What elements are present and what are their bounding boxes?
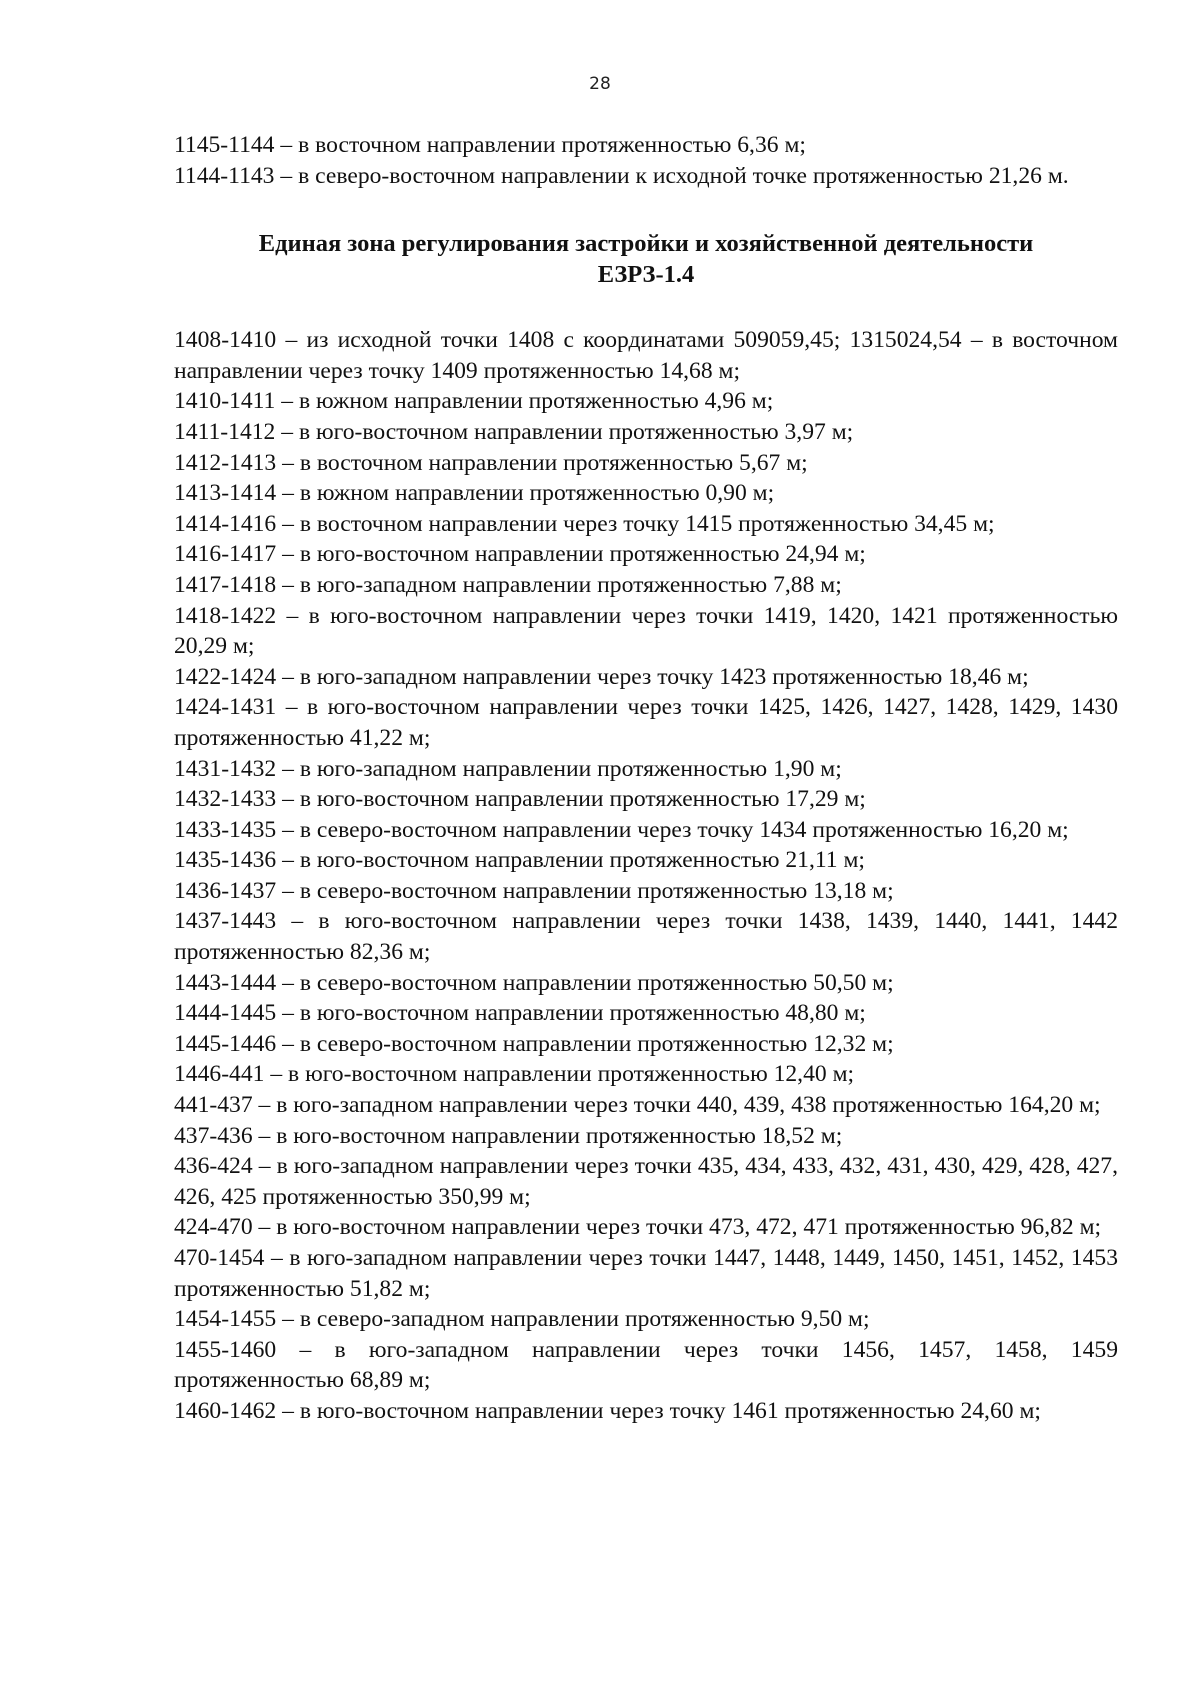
boundary-segment: 1446-441 – в юго-восточном направлении протяженностью 12,40 м; [174, 1061, 855, 1088]
zone-code: ЕЗРЗ-1.4 [597, 261, 695, 289]
boundary-segment: 1432-1433 – в юго-восточном направлении протяженностью 17,29 м; [174, 786, 866, 813]
boundary-segment: 1443-1444 – в северо-восточном направлении протяженностью 50,50 м; [174, 969, 894, 996]
boundary-segment: 1437-1443 – в юго-восточном направлении через точки 1438, 1439, 1440, 1441, 1442 протяженностью 82,36 м; [174, 908, 1118, 966]
page-number: 28 [589, 74, 611, 94]
zone-title: Единая зона регулирования застройки и хозяйственной деятельности [258, 230, 1034, 258]
boundary-segment: 1444-1445 – в юго-восточном направлении протяженностью 48,80 м; [174, 1000, 866, 1027]
boundary-segment: 436-424 – в юго-западном направлении через точки 435, 434, 433, 432, 431, 430, 429, 428, 427, 426, 425 протяженностью 350,99 м; [174, 1153, 1118, 1210]
boundary-segment: 1445-1446 – в северо-восточном направлении протяженностью 12,32 м; [174, 1030, 894, 1057]
boundary-segment: 1144-1143 – в северо-восточном направлении к исходной точке протяженностью 21,26 м. [174, 162, 1069, 189]
boundary-segment: 1414-1416 – в восточном направлении через точку 1415 протяженностью 34,45 м; [174, 510, 995, 537]
boundary-segment: 1422-1424 – в юго-западном направлении через точку 1423 протяженностью 18,46 м; [174, 663, 1029, 690]
boundary-segment-list [174, 325, 1118, 1426]
boundary-segment: 1460-1462 – в юго-восточном направлении через точку 1461 протяженностью 24,60 м; [174, 1397, 1041, 1424]
intro-section [174, 130, 1118, 191]
boundary-segment: 1416-1417 – в юго-восточном направлении протяженностью 24,94 м; [174, 541, 866, 568]
zone-heading [174, 228, 1118, 290]
boundary-segment: 1435-1436 – в юго-восточном направлении протяженностью 21,11 м; [174, 847, 865, 874]
boundary-segment: 1418-1422 – в юго-восточном направлении через точки 1419, 1420, 1421 протяженностью 20,29 м; [174, 602, 1118, 660]
boundary-segment: 1424-1431 – в юго-восточном направлении через точки 1425, 1426, 1427, 1428, 1429, 1430 протяженностью 41,22 м; [174, 694, 1118, 751]
boundary-segment: 437-436 – в юго-восточном направлении протяженностью 18,52 м; [174, 1122, 843, 1149]
boundary-segment: 1410-1411 – в южном направлении протяженностью 4,96 м; [174, 388, 774, 415]
boundary-segment: 1436-1437 – в северо-восточном направлении протяженностью 13,18 м; [174, 877, 894, 904]
boundary-segment: 1413-1414 – в южном направлении протяженностью 0,90 м; [174, 480, 775, 507]
boundary-segment: 1411-1412 – в юго-восточном направлении протяженностью 3,97 м; [174, 418, 854, 445]
boundary-segment: 1417-1418 – в юго-западном направлении протяженностью 7,88 м; [174, 571, 842, 598]
boundary-segment: 1412-1413 – в восточном направлении протяженностью 5,67 м; [174, 449, 808, 476]
boundary-segment: 1433-1435 – в северо-восточном направлении через точку 1434 протяженностью 16,20 м; [174, 816, 1069, 843]
boundary-segment: 441-437 – в юго-западном направлении через точки 440, 439, 438 протяженностью 164,20 м; [174, 1092, 1101, 1119]
document-body [174, 130, 1118, 1427]
boundary-segment: 1145-1144 – в восточном направлении протяженностью 6,36 м; [174, 132, 806, 158]
boundary-segment: 1454-1455 – в северо-западном направлении протяженностью 9,50 м; [174, 1306, 870, 1333]
boundary-segment: 1455-1460 – в юго-западном направлении через точки 1456, 1457, 1458, 1459 протяженностью 68,89 м; [174, 1336, 1118, 1394]
boundary-segment: 424-470 – в юго-восточном направлении через точки 473, 472, 471 протяженностью 96,82 м; [174, 1214, 1102, 1241]
boundary-segment: 470-1454 – в юго-западном направлении через точки 1447, 1448, 1449, 1450, 1451, 1452, 1453 протяженностью 51,82 м; [174, 1245, 1118, 1302]
boundary-segment: 1408-1410 – из исходной точки 1408 с координатами 509059,45; 1315024,54 – в восточном направлении через точку 1409 протяженностью 14,68 м; [174, 327, 1118, 384]
boundary-segment: 1431-1432 – в юго-западном направлении протяженностью 1,90 м; [174, 755, 842, 782]
